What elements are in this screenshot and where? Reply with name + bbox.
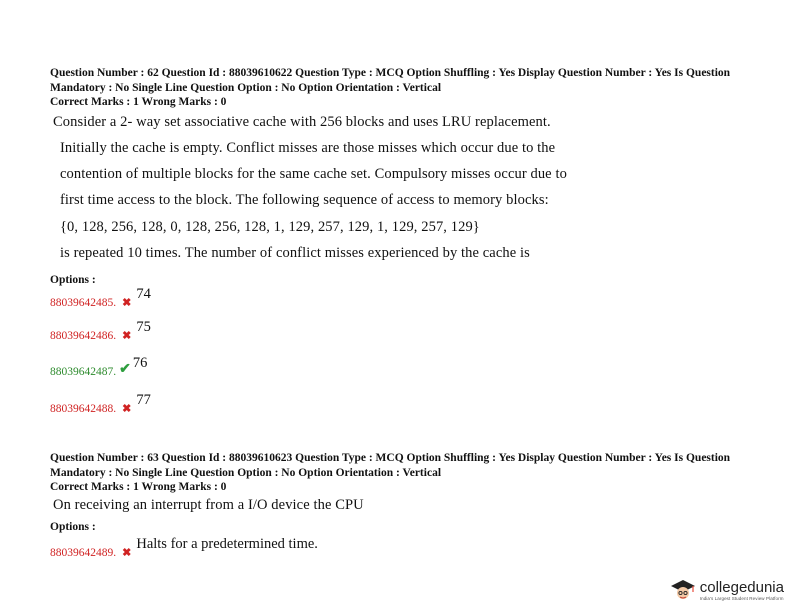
q63-text-line: On receiving an interrupt from a I/O device the CPU xyxy=(53,497,364,513)
q62-meta: Question Number : 62 Question Id : 88039610622 Question Type : MCQ Option Shuffling : Yes Display Question Number : Yes Is Question Mandatory : No Single Line Question Option : No Option Orientation : Vertical xyxy=(50,67,731,94)
q62-text-line-2: Initially the cache is empty. Conflict misses are those misses which occur due to the xyxy=(60,140,556,156)
cross-icon: ✖ xyxy=(122,330,132,342)
option-id: 88039642489. xyxy=(50,547,117,559)
cross-icon: ✖ xyxy=(122,297,132,309)
q62-option-1 xyxy=(50,286,151,309)
q62-options-label: Options : xyxy=(50,274,96,286)
option-text: 74 xyxy=(136,286,151,302)
collegedunia-logo xyxy=(670,578,784,602)
q62-text-line-3: contention of multiple blocks for the same cache set. Compulsory misses occur due to xyxy=(60,166,567,182)
logo-name: collegedunia xyxy=(699,578,784,596)
cross-icon: ✖ xyxy=(122,403,132,415)
q62-text-line-4: first time access to the block. The following sequence of access to memory blocks: xyxy=(60,192,549,208)
option-text: Halts for a predetermined time. xyxy=(136,536,318,552)
q62-option-4 xyxy=(50,392,151,415)
option-id: 88039642485. xyxy=(50,297,117,309)
q62-text-line-6: is repeated 10 times. The number of conflict misses experienced by the cache is xyxy=(60,245,530,261)
option-id: 88039642487. xyxy=(50,366,117,378)
q62-text-line-1: Consider a 2- way set associative cache with 256 blocks and uses LRU replacement. xyxy=(53,114,551,130)
q62-option-3 xyxy=(50,355,148,378)
q63-options-label: Options : xyxy=(50,521,96,533)
q63-option-1 xyxy=(50,536,318,559)
q62-marks: Correct Marks : 1 Wrong Marks : 0 xyxy=(50,96,227,108)
option-text: 75 xyxy=(136,319,151,335)
q63-meta: Question Number : 63 Question Id : 88039610623 Question Type : MCQ Option Shuffling : Yes Display Question Number : Yes Is Question Mandatory : No Single Line Question Option : No Option Orientation : Vertical xyxy=(50,452,731,479)
option-text: 77 xyxy=(136,392,151,408)
option-id: 88039642486. xyxy=(50,330,117,342)
check-icon: ✔ xyxy=(119,362,131,377)
logo-tagline: India's Largest Student Review Platform xyxy=(699,595,784,601)
option-text: 76 xyxy=(132,355,148,371)
cross-icon: ✖ xyxy=(122,547,132,559)
graduation-cap-icon xyxy=(670,578,696,602)
q62-text-line-5: {0, 128, 256, 128, 0, 128, 256, 128, 1, 129, 257, 129, 1, 129, 257, 129} xyxy=(60,219,480,235)
q62-option-2 xyxy=(50,319,151,342)
q63-marks: Correct Marks : 1 Wrong Marks : 0 xyxy=(50,481,227,493)
option-id: 88039642488. xyxy=(50,403,117,415)
